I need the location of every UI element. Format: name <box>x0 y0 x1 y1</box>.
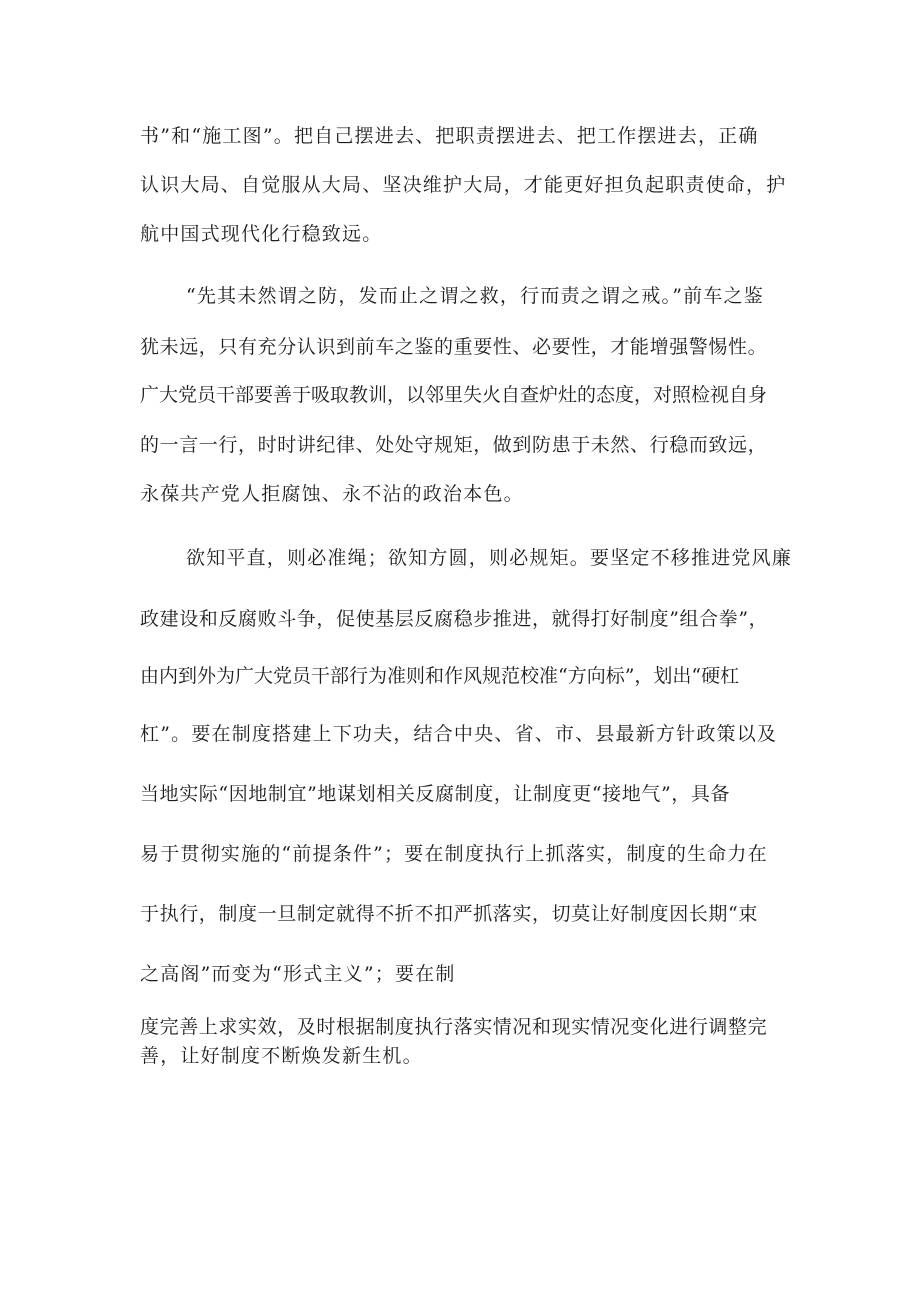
paragraph-2-line-2: 犹未远，只有充分认识到前车之鉴的重要性、必要性，才能增强警惕性。 <box>140 336 768 358</box>
paragraph-3-line-4: 杠”。要在制度搭建上下功夫，结合中央、省、市、县最新方针政策以及 <box>140 723 778 745</box>
paragraph-2-line-5: 永葆共产党人拒腐蚀、永不沾的政治本色。 <box>140 483 524 505</box>
paragraph-3-line-2: 政建设和反腐败斗争，促使基层反腐稳步推进，就得打好制度”组合拳”， <box>140 608 769 630</box>
paragraph-2-line-3: 广大党员干部要善于吸取教训，以邻里失火自查炉灶的态度，对照检视自身 <box>140 384 768 406</box>
paragraph-1-line-1: 书”和“施工图”。把自己摆进去、把职责摆进去、把工作摆进去，正确 <box>140 125 759 147</box>
paragraph-3-line-1: 欲知平直，则必准绳；欲知方圆，则必规矩。要坚定不移推进党风廉 <box>186 547 793 569</box>
paragraph-2-line-4: 的一言一行，时时讲纪律、处处守规矩，做到防患于未然、行稳而致远， <box>140 434 768 456</box>
paragraph-3-line-7: 于执行，制度一旦制定就得不折不扣严抓落实，切莫让好制度因长期“束 <box>140 903 758 925</box>
paragraph-3-line-3: 由内到外为广大党员干部行为准则和作风规范校准“方向标”，划出“硬杠 <box>140 665 740 687</box>
paragraph-3-line-5: 当地实际“因地制宜”地谋划相关反腐制度，让制度更“接地气”，具备 <box>140 783 731 805</box>
paragraph-3-line-9: 度完善上求实效，及时根据制度执行落实情况和现实情况变化进行调整完 <box>140 1016 768 1038</box>
paragraph-3-line-10: 善，让好制度不断焕发新生机。 <box>140 1045 423 1067</box>
paragraph-1-line-3: 航中国式现代化行稳致远。 <box>140 223 383 245</box>
paragraph-1-line-2: 认识大局、自觉服从大局、坚决维护大局，才能更好担负起职责使命，护 <box>140 174 787 196</box>
paragraph-2-line-1: “先其未然谓之防，发而止之谓之救，行而责之谓之戒。”前车之鉴 <box>186 285 764 307</box>
paragraph-3-line-6: 易于贯彻实施的“前提条件”；要在制度执行上抓落实，制度的生命力在 <box>140 843 768 865</box>
paragraph-3-line-8: 之高阁”而变为“形式主义”；要在制 <box>140 963 456 985</box>
